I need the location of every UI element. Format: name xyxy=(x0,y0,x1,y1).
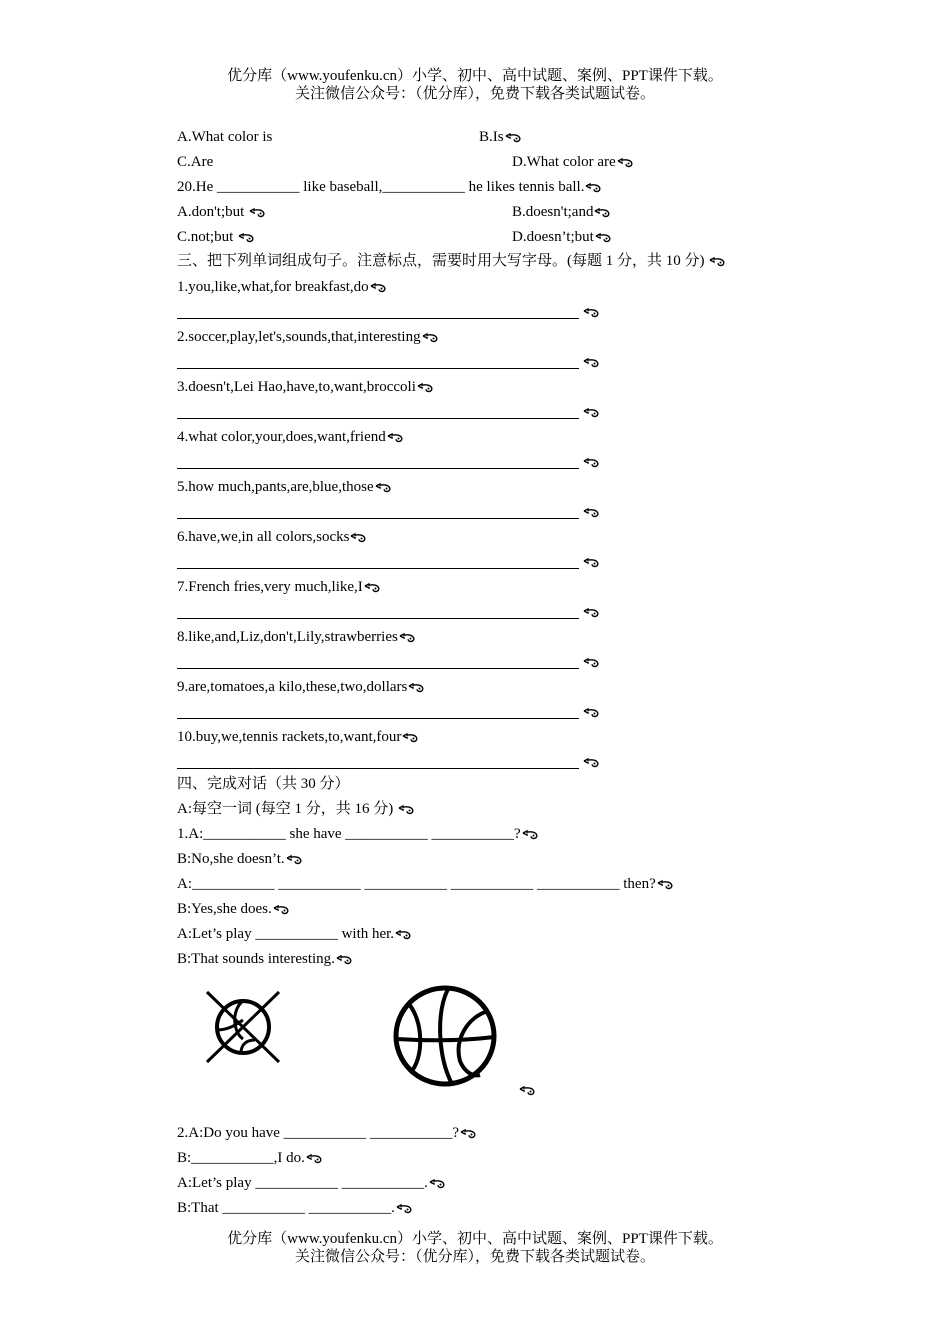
paragraph-mark-icon xyxy=(306,1153,322,1165)
q19-option-a: A.What color is xyxy=(177,129,273,145)
reorder-question-8 xyxy=(177,627,415,647)
reorder-question-9 xyxy=(177,677,424,697)
reorder-question-10 xyxy=(177,727,418,747)
section4-title: 四、完成对话（共 30 分） xyxy=(177,776,350,792)
reorder-question-5 xyxy=(177,477,391,497)
paragraph-mark-icon xyxy=(387,432,403,444)
paragraph-mark-icon xyxy=(594,207,610,219)
paragraph-mark-icon xyxy=(583,507,599,519)
question-text: 5.how much,pants,are,blue,those xyxy=(177,479,374,495)
reorder-question-3 xyxy=(177,377,433,397)
paragraph-mark-icon xyxy=(583,307,599,319)
reorder-question-1 xyxy=(177,277,386,297)
answer-line[interactable] xyxy=(177,518,579,519)
paragraph-mark-icon xyxy=(408,682,424,694)
answer-line[interactable] xyxy=(177,468,579,469)
section3-title: 三、把下列单词组成句子。注意标点，需要时用大写字母。(每题 1 分，共 10 分) xyxy=(177,251,725,271)
paragraph-mark-icon xyxy=(585,182,601,194)
question-text: 10.buy,we,tennis rackets,to,want,four xyxy=(177,729,402,745)
crossed-ball-picture xyxy=(203,990,283,1070)
reorder-question-6 xyxy=(177,527,366,547)
question-text: 7.French fries,very much,like,I xyxy=(177,579,363,595)
dialogue1-line: B:That sounds interesting. xyxy=(177,949,352,969)
paragraph-mark-icon xyxy=(583,707,599,719)
paragraph-mark-icon xyxy=(505,132,521,144)
question-text: 2.soccer,play,let's,sounds,that,interesting xyxy=(177,329,421,345)
paragraph-mark-icon xyxy=(583,557,599,569)
paragraph-mark-icon xyxy=(399,632,415,644)
q20-stem: 20.He ___________ like baseball,___________ he likes tennis ball. xyxy=(177,177,601,197)
header-line-1: 优分库（www.youfenku.cn）小学、初中、高中试题、案例、PPT课件下载。 xyxy=(227,68,723,84)
question-text: 6.have,we,in all colors,socks xyxy=(177,529,350,545)
q20-option-d: D.doesn’t;but xyxy=(512,227,611,247)
crossed-ball-icon xyxy=(203,990,283,1065)
dialogue2-line: 2.A:Do you have ___________ ___________? xyxy=(177,1123,476,1143)
paragraph-mark-icon xyxy=(370,282,386,294)
paragraph-mark-icon xyxy=(396,1203,412,1215)
paragraph-mark-icon xyxy=(519,1085,535,1097)
q20-option-b: B.doesn't;and xyxy=(512,202,610,222)
paragraph-mark-icon xyxy=(417,382,433,394)
question-text: 9.are,tomatoes,a kilo,these,two,dollars xyxy=(177,679,408,695)
paragraph-mark-icon xyxy=(395,929,411,941)
dialogue1-line: 1.A:___________ she have ___________ ___________? xyxy=(177,824,538,844)
basketball-icon xyxy=(390,983,500,1089)
section4-part-a: A:每空一词 (每空 1 分，共 16 分) xyxy=(177,799,414,819)
paragraph-mark-icon xyxy=(286,854,302,866)
paragraph-mark-icon xyxy=(398,804,414,816)
paragraph-mark-icon xyxy=(336,954,352,966)
reorder-question-2 xyxy=(177,327,438,347)
footer-line-1: 优分库（www.youfenku.cn）小学、初中、高中试题、案例、PPT课件下载。 xyxy=(227,1231,723,1247)
question-text: 3.doesn't,Lei Hao,have,to,want,broccoli xyxy=(177,379,416,395)
paragraph-mark-icon xyxy=(460,1128,476,1140)
paragraph-mark-icon xyxy=(249,207,265,219)
q19-option-b: B.Is xyxy=(479,127,521,147)
paragraph-mark-icon xyxy=(583,407,599,419)
paragraph-mark-icon xyxy=(350,532,366,544)
dialogue1-line: B:Yes,she does. xyxy=(177,899,289,919)
paragraph-mark-icon xyxy=(583,757,599,769)
paragraph-mark-icon xyxy=(709,256,725,268)
basketball-picture xyxy=(390,983,500,1094)
dialogue2-line: A:Let’s play ___________ ___________. xyxy=(177,1173,445,1193)
paragraph-mark-icon xyxy=(583,357,599,369)
dialogue2-line: B:That ___________ ___________. xyxy=(177,1198,412,1218)
paragraph-mark-icon xyxy=(375,482,391,494)
paragraph-mark-icon xyxy=(422,332,438,344)
paragraph-mark-icon xyxy=(522,829,538,841)
paragraph-mark-icon xyxy=(617,157,633,169)
paragraph-mark-icon xyxy=(583,657,599,669)
paragraph-mark-icon xyxy=(595,232,611,244)
page-header xyxy=(0,67,950,103)
paragraph-mark-icon xyxy=(402,732,418,744)
answer-line[interactable] xyxy=(177,668,579,669)
paragraph-mark-icon xyxy=(583,607,599,619)
paragraph-mark-icon xyxy=(657,879,673,891)
page-footer xyxy=(0,1230,950,1266)
paragraph-mark-icon xyxy=(364,582,380,594)
dialogue1-line: B:No,she doesn’t. xyxy=(177,849,302,869)
reorder-question-4 xyxy=(177,427,403,447)
dialogue1-line: A:Let’s play ___________ with her. xyxy=(177,924,411,944)
question-text: 8.like,and,Liz,don't,Lily,strawberries xyxy=(177,629,398,645)
answer-line[interactable] xyxy=(177,768,579,769)
paragraph-mark-icon xyxy=(429,1178,445,1190)
answer-line[interactable] xyxy=(177,568,579,569)
q19-option-d: D.What color are xyxy=(512,152,633,172)
question-text: 1.you,like,what,for breakfast,do xyxy=(177,279,369,295)
paragraph-mark-icon xyxy=(583,457,599,469)
paragraph-mark-icon xyxy=(238,232,254,244)
paragraph-mark-icon xyxy=(273,904,289,916)
dialogue2-line: B:___________,I do. xyxy=(177,1148,322,1168)
answer-line[interactable] xyxy=(177,368,579,369)
answer-line[interactable] xyxy=(177,718,579,719)
q20-option-a: A.don't;but xyxy=(177,202,265,222)
answer-line[interactable] xyxy=(177,318,579,319)
footer-line-2: 关注微信公众号：（优分库），免费下载各类试题试卷。 xyxy=(294,1249,655,1265)
answer-line[interactable] xyxy=(177,418,579,419)
dialogue1-line: A:___________ ___________ ___________ ___________ ___________ then? xyxy=(177,874,673,894)
q19-option-c: C.Are xyxy=(177,154,214,170)
answer-line[interactable] xyxy=(177,618,579,619)
reorder-question-7 xyxy=(177,577,380,597)
paragraph-mark-icon xyxy=(518,1082,535,1100)
header-line-2: 关注微信公众号：（优分库），免费下载各类试题试卷。 xyxy=(294,86,655,102)
question-text: 4.what color,your,does,want,friend xyxy=(177,429,386,445)
q20-option-c: C.not;but xyxy=(177,227,254,247)
